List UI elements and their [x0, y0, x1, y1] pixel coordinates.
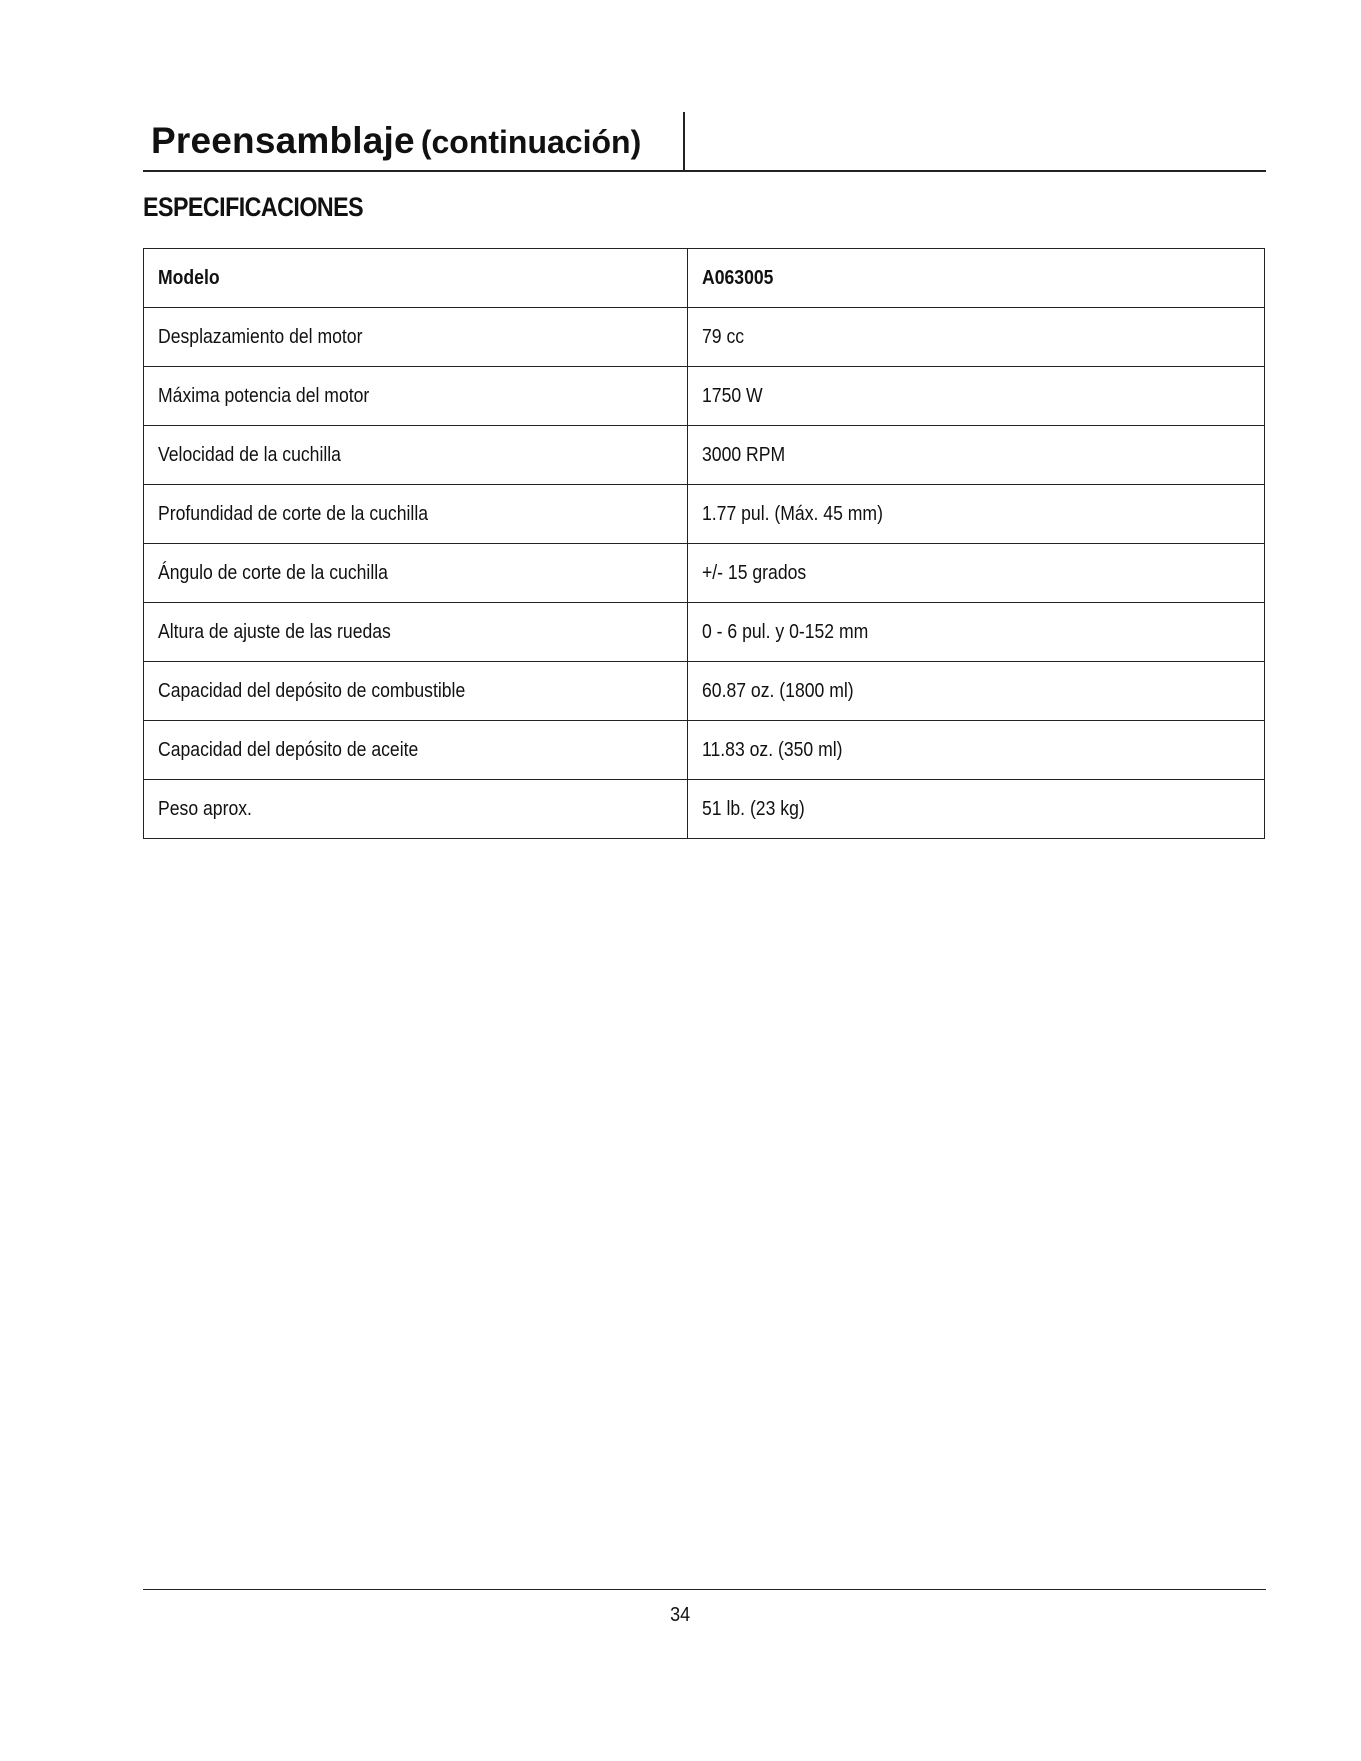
spec-label: Capacidad del depósito de combustible	[144, 662, 688, 721]
table-row	[144, 603, 1265, 662]
page-title	[151, 120, 641, 162]
table-row	[144, 308, 1265, 367]
page-number: 34	[670, 1604, 691, 1626]
spec-value: 3000 RPM	[688, 426, 1265, 485]
specifications-table	[143, 248, 1265, 839]
table-row	[144, 721, 1265, 780]
page-title-continuation: (continuación)	[420, 124, 642, 160]
table-row	[144, 662, 1265, 721]
spec-label: Ángulo de corte de la cuchilla	[144, 544, 688, 603]
spec-label: Desplazamiento del motor	[144, 308, 688, 367]
table-header-row	[144, 249, 1265, 308]
spec-label: Profundidad de corte de la cuchilla	[144, 485, 688, 544]
spec-label: Máxima potencia del motor	[144, 367, 688, 426]
section-heading: ESPECIFICACIONES	[143, 192, 364, 222]
table-row	[144, 426, 1265, 485]
table-header-value: A063005	[688, 249, 1265, 308]
footer-rule	[143, 1589, 1266, 1590]
table-row	[144, 485, 1265, 544]
spec-label: Peso aprox.	[144, 780, 688, 839]
header-divider	[683, 112, 685, 170]
spec-value: 11.83 oz. (350 ml)	[688, 721, 1265, 780]
table-row	[144, 544, 1265, 603]
spec-label: Capacidad del depósito de aceite	[144, 721, 688, 780]
spec-value: 1750 W	[688, 367, 1265, 426]
spec-value: 0 - 6 pul. y 0-152 mm	[688, 603, 1265, 662]
spec-value: 1.77 pul. (Máx. 45 mm)	[688, 485, 1265, 544]
table-header-label: Modelo	[144, 249, 688, 308]
page-header	[143, 100, 1266, 172]
spec-value: +/- 15 grados	[688, 544, 1265, 603]
spec-label: Altura de ajuste de las ruedas	[144, 603, 688, 662]
spec-value: 51 lb. (23 kg)	[688, 780, 1265, 839]
page-title-main: Preensamblaje	[151, 120, 415, 161]
spec-label: Velocidad de la cuchilla	[144, 426, 688, 485]
spec-value: 79 cc	[688, 308, 1265, 367]
spec-value: 60.87 oz. (1800 ml)	[688, 662, 1265, 721]
table-row	[144, 367, 1265, 426]
table-row	[144, 780, 1265, 839]
